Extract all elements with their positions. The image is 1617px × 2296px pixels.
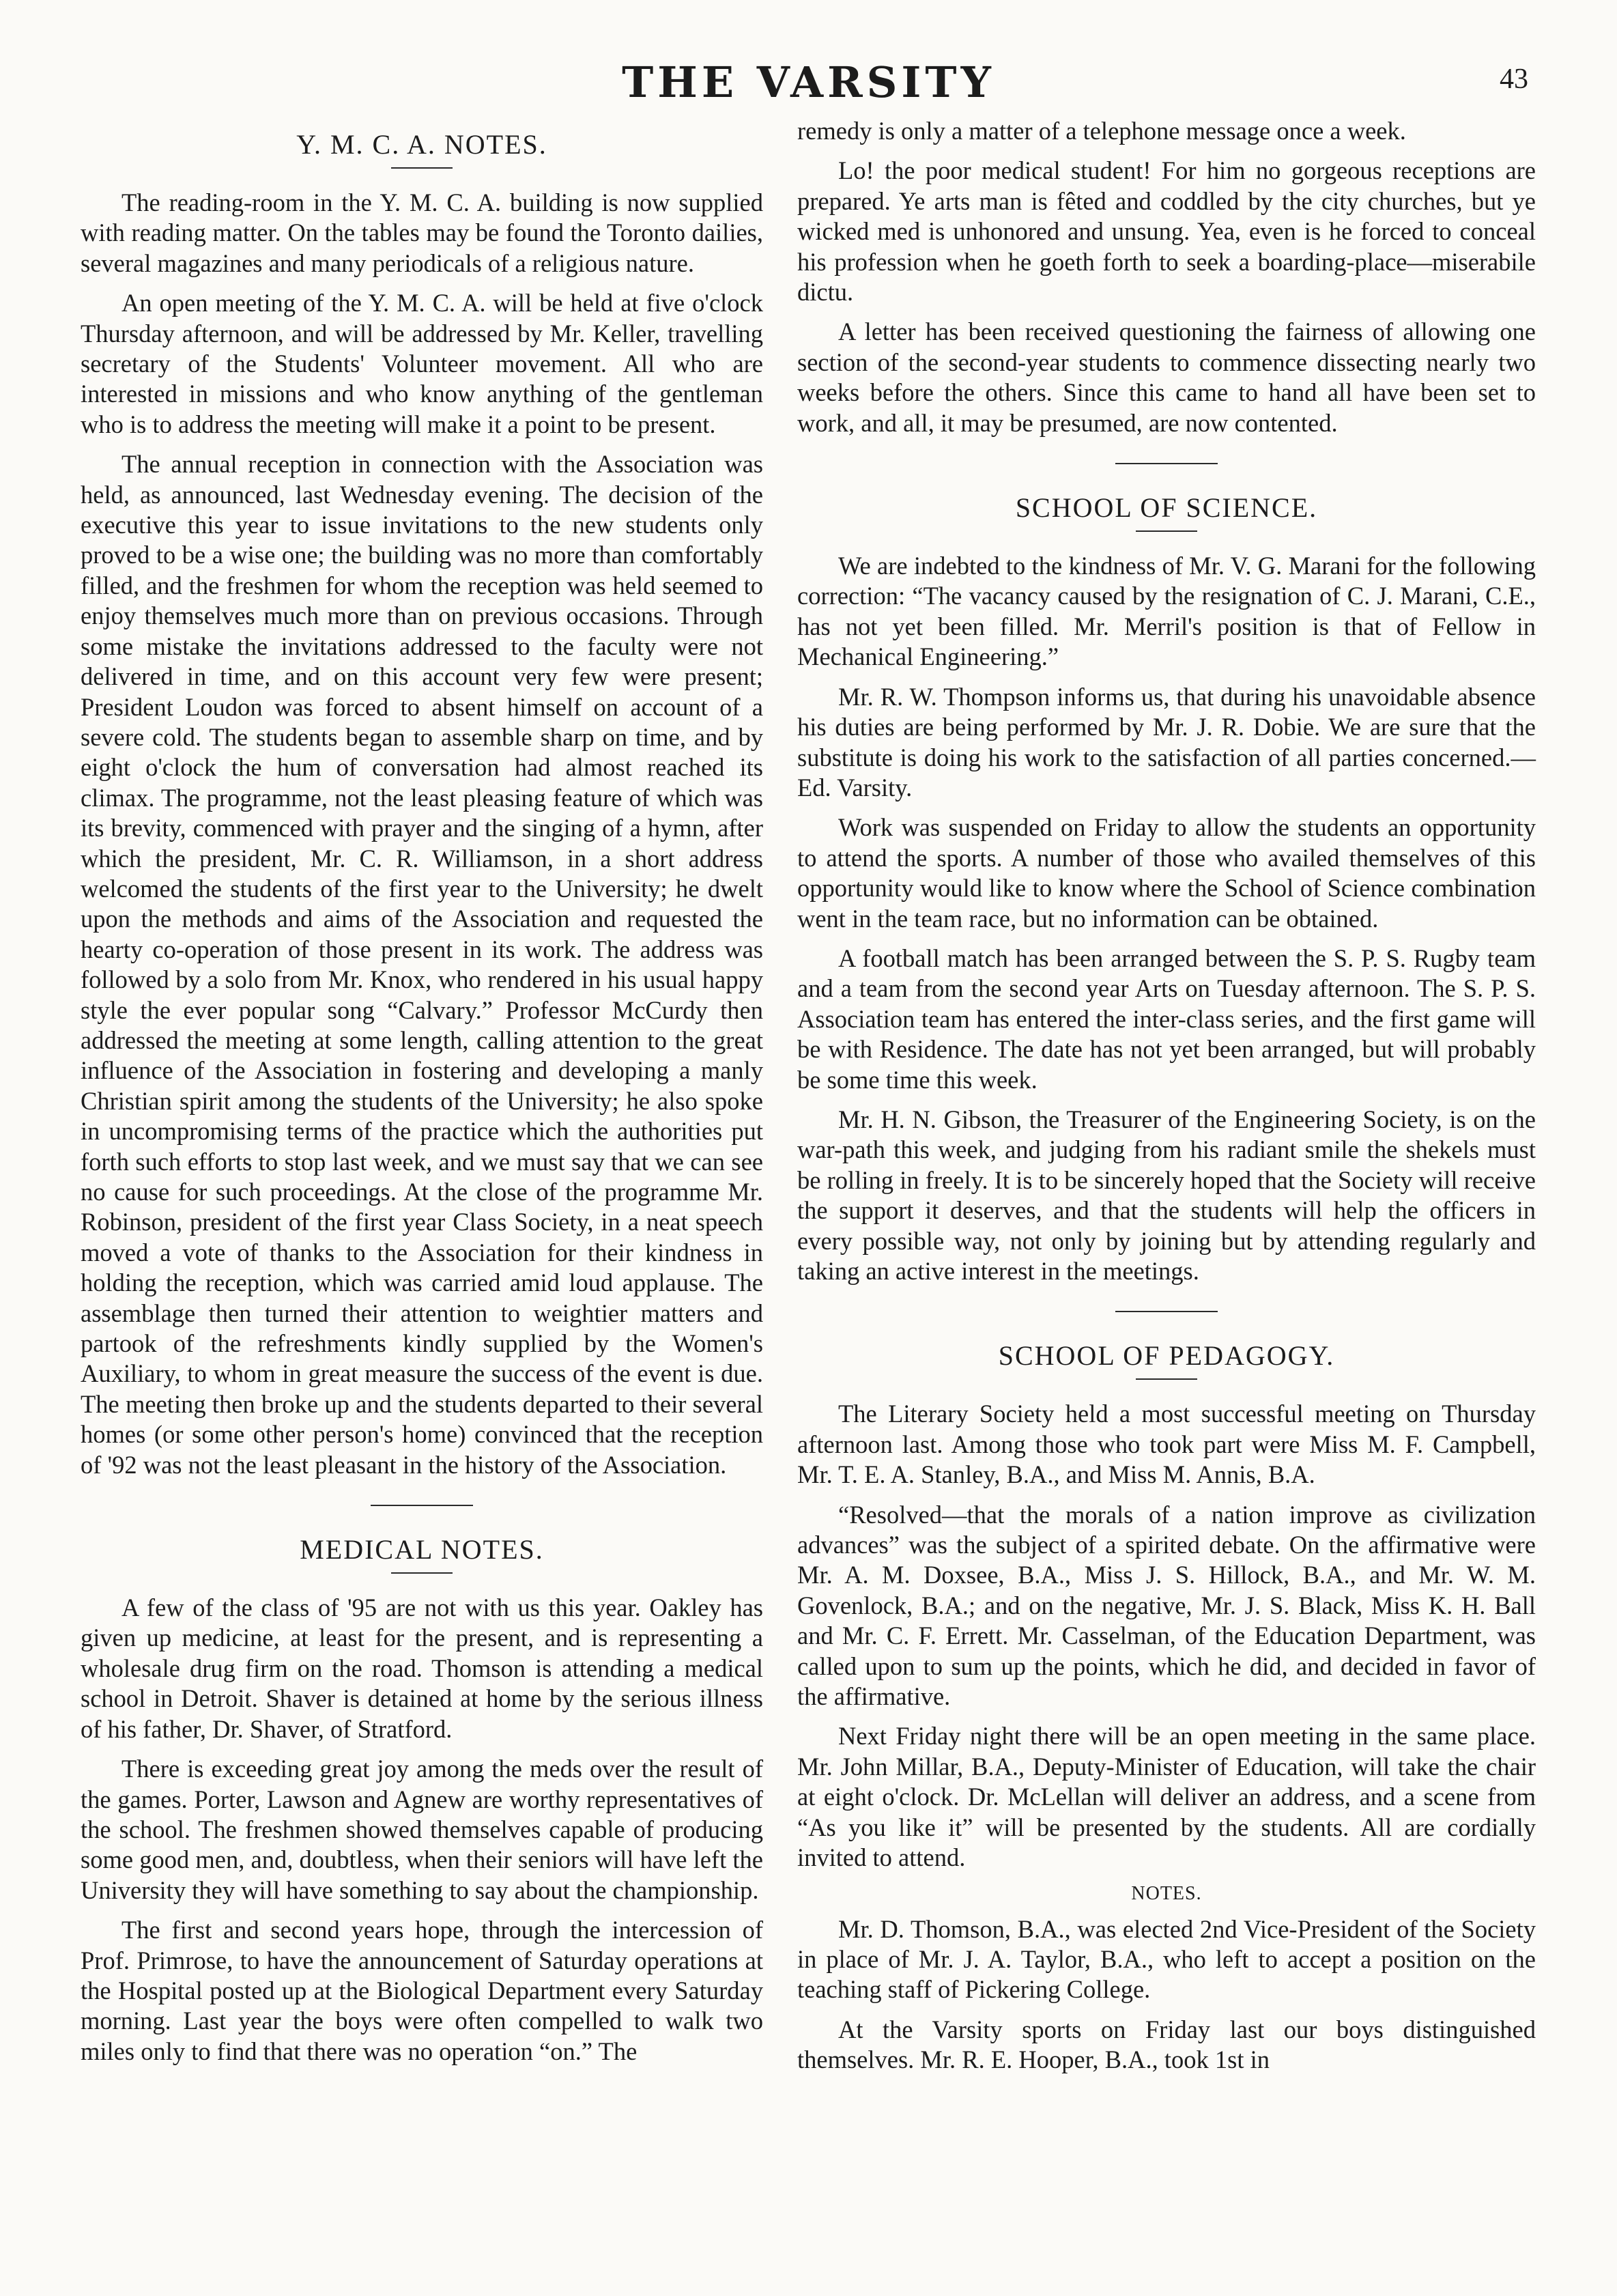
left-column <box>81 116 763 2076</box>
newspaper-title: THE VARSITY <box>622 57 995 107</box>
science-paragraph: Mr. R. W. Thompson informs us, that during his unavoidable absence his duties are being performed by Mr. J. R. Dobie. We are sure that the substitute is doing his work to the satisfaction of all parties concerned.—Ed. Varsity. <box>797 682 1536 802</box>
heading-rule <box>391 1572 453 1574</box>
science-paragraph: Work was suspended on Friday to allow the students an opportunity to attend the sports. A number of those who availed themselves of this opportunity would like to know where the School of Science combination went in the team race, but no information can be obtained. <box>797 813 1536 933</box>
pedagogy-paragraph: “Resolved—that the morals of a nation improve as civilization advances” was the subject of a spirited debate. On the affirmative were Mr. A. M. Doxsee, B.A., Miss J. S. Hillock, B.A., and Mr. W. M. Govenlock, B.A.; and on the negative, Mr. J. S. Black, Miss K. H. Ball and Mr. C. F. Errett. Mr. Casselman, of the Education Department, was called upon to sum up the points, which he did, and decided in favor of the affirmative. <box>797 1500 1536 1711</box>
medical-paragraph: The first and second years hope, through the intercession of Prof. Primrose, to have the announcement of Saturday operations at the Hospital posted up at the Biological Department every Saturday morning. Last year the boys were often compelled to walk two miles only to find that there was no operation “on.” The <box>81 1916 763 2065</box>
science-heading: SCHOOL OF SCIENCE. <box>1015 492 1318 524</box>
pedagogy-note: At the Varsity sports on Friday last our boys distinguished themselves. Mr. R. E. Hooper, B.A., took 1st in <box>797 2015 1536 2074</box>
medical-paragraph-continued: remedy is only a matter of a telephone message once a week. <box>797 117 1406 145</box>
medical-paragraph: A few of the class of '95 are not with us this year. Oakley has given up medicine, at least for the present, and is representing a wholesale drug firm on the road. Thomson is attending a medical school in Detroit. Shaver is detained at home by the serious illness of his father, Dr. Shaver, of Stratford. <box>81 1593 763 1743</box>
science-paragraph: A football match has been arranged between the S. P. S. Rugby team and a team from the second year Arts on Tuesday afternoon. The S. P. S. Association team has entered the inter-class series, and the first game will be with Residence. The date has not yet been arranged, but will probably be some time this week. <box>797 944 1536 1094</box>
heading-rule <box>391 167 453 169</box>
notes-subheading: NOTES. <box>1131 1882 1202 1904</box>
medical-paragraph: A letter has been received questioning the fairness of allowing one section of the second-year students to commence dissecting nearly two weeks before the others. Since this came to hand all have been set to work, and all, it may be presumed, are now contented. <box>797 317 1536 437</box>
pedagogy-paragraph: The Literary Society held a most successful meeting on Thursday afternoon last. Among those who took part were Miss M. F. Campbell, Mr. T. E. A. Stanley, B.A., and Miss M. Annis, B.A. <box>797 1400 1536 1489</box>
pedagogy-note: Mr. D. Thomson, B.A., was elected 2nd Vice-President of the Society in place of Mr. J. A. Taylor, B.A., who left to accept a position on the teaching staff of Pickering College. <box>797 1914 1536 2004</box>
section-divider <box>1115 463 1218 464</box>
heading-rule <box>1136 1378 1197 1380</box>
masthead <box>0 48 1617 109</box>
medical-paragraph: There is exceeding great joy among the meds over the result of the games. Porter, Lawson and Agnew are worthy representatives of the school. The freshmen showed themselves capable of producing some good men, and, doubtless, when their seniors will have left the University they will have something to say about the championship. <box>81 1755 763 1904</box>
section-divider <box>1115 1311 1218 1312</box>
right-column <box>797 116 1536 2085</box>
science-paragraph: We are indebted to the kindness of Mr. V. G. Marani for the following correction: “The vacancy caused by the resignation of C. J. Marani, C.E., has not yet been filled. Mr. Merril's position is that of Fellow in Mechanical Engineering.” <box>797 552 1536 671</box>
heading-rule <box>1136 530 1197 532</box>
ymca-paragraph: The reading-room in the Y. M. C. A. building is now supplied with reading matter. On the tables may be found the Toronto dailies, several magazines and many periodicals of a religious nature. <box>81 188 763 277</box>
medical-heading: MEDICAL NOTES. <box>300 1534 544 1565</box>
ymca-paragraph: The annual reception in connection with the Association was held, as announced, last Wednesday evening. The decision of the executive this year to issue invitations to the new students only proved to be a wise one; the building was no more than comfortably filled, and the freshmen for whom the reception was held seemed to enjoy themselves much more than on previous occasions. Through some mistake the invitations addressed to the faculty were not delivered in time, and on this account very few were present; President Loudon was forced to absent himself on account of a severe cold. The students began to assemble sharp on time, and by eight o'clock the hum of conversation had almost reached its climax. The programme, not the least pleasing feature of which was its brevity, commenced with prayer and the singing of a hymn, after which the president, Mr. C. R. Williamson, in a short address welcomed the students of the first year to the University; he dwelt upon the methods and aims of the Association and requested the hearty co-operation of those present in its work. The address was followed by a solo from Mr. Knox, who rendered in his usual happy style the ever popular song “Calvary.” Professor McCurdy then addressed the meeting at some length, calling attention to the great influence of the Association in fostering and developing a manly Christian spirit among the students of the University; he also spoke in uncompromising terms of the practice which the authorities put forth such efforts to stop last week, and we must say that we can see no cause for such proceedings. At the close of the programme Mr. Robinson, president of the first year Class Society, in a neat speech moved a vote of thanks to the Association for their kindness in holding the reception, which was carried amid loud applause. The assemblage then turned their attention to weightier matters and partook of the refreshments kindly supplied by the Women's Auxiliary, to whom in great measure the success of the event is due. The meeting then broke up and the students departed to their several homes (or some other person's home) convinced that the reception of '92 was not the least pleasant in the history of the Association. <box>81 450 763 1479</box>
medical-paragraph: Lo! the poor medical student! For him no gorgeous receptions are prepared. Ye arts man is fêted and coddled by the city churches, but ye wicked med is unhonored and unsung. Yea, even is he forced to conceal his profession when he goeth forth to seek a boarding-place—miserabile dictu. <box>797 156 1536 307</box>
page-number: 43 <box>1500 63 1528 95</box>
ymca-heading: Y. M. C. A. NOTES. <box>296 129 547 160</box>
pedagogy-heading: SCHOOL OF PEDAGOGY. <box>998 1340 1335 1372</box>
ymca-paragraph: An open meeting of the Y. M. C. A. will be held at five o'clock Thursday afternoon, and will be addressed by Mr. Keller, travelling secretary of the Students' Volunteer movement. All who are interested in missions and who know anything of the gentleman who is to address the meeting will make it a point to be present. <box>81 289 763 438</box>
science-paragraph: Mr. H. N. Gibson, the Treasurer of the Engineering Society, is on the war-path this week, and judging from his radiant smile the shekels must be rolling in freely. It is to be sincerely hoped that the Society will receive the support it deserves, and that the students will help the officers in every possible way, not only by joining but by attending regularly and taking an active interest in the meetings. <box>797 1105 1536 1285</box>
section-divider <box>371 1505 473 1506</box>
pedagogy-paragraph: Next Friday night there will be an open meeting in the same place. Mr. John Millar, B.A., Deputy-Minister of Education, will take the chair at eight o'clock. Dr. McLellan will deliver an address, and a scene from “As you like it” will be presented by the students. All are cordially invited to attend. <box>797 1722 1536 1872</box>
